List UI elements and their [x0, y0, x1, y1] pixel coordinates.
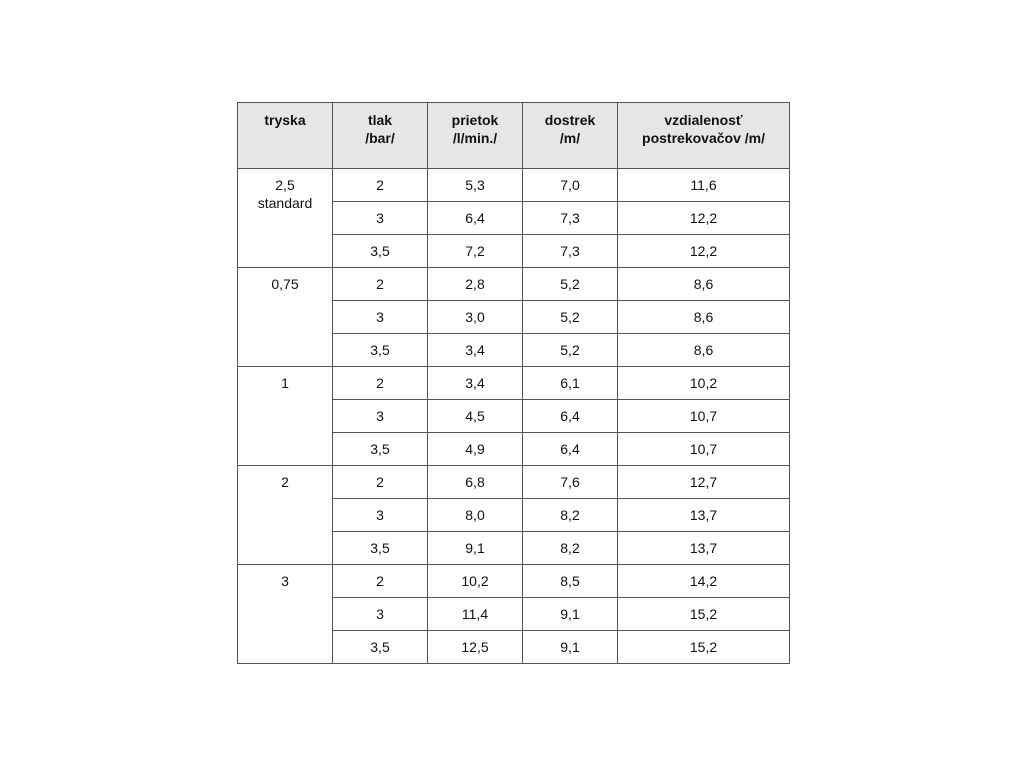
header-row [238, 103, 790, 169]
header-line: prietok [451, 112, 499, 128]
tlak-cell: 3 [333, 499, 428, 532]
dostrek-cell: 6,4 [523, 400, 618, 433]
vzdialenost-cell: 15,2 [618, 631, 790, 664]
tlak-cell: 3,5 [333, 235, 428, 268]
nozzle-label: 3 [281, 573, 289, 589]
table-row [238, 268, 790, 301]
dostrek-cell: 8,5 [523, 565, 618, 598]
vzdialenost-cell: 10,7 [618, 400, 790, 433]
table-body [238, 169, 790, 664]
prietok-cell: 6,4 [428, 202, 523, 235]
dostrek-cell: 6,1 [523, 367, 618, 400]
vzdialenost-cell: 15,2 [618, 598, 790, 631]
dostrek-cell: 9,1 [523, 631, 618, 664]
nozzle-cell [238, 565, 333, 664]
nozzle-label: 1 [281, 375, 289, 391]
prietok-cell: 3,4 [428, 367, 523, 400]
header-line: /bar/ [365, 130, 395, 146]
header-dostrek [523, 103, 618, 169]
nozzle-label: 0,75 [271, 276, 299, 292]
tlak-cell: 3 [333, 301, 428, 334]
tlak-cell: 2 [333, 367, 428, 400]
tlak-cell: 2 [333, 565, 428, 598]
table-row [238, 466, 790, 499]
dostrek-cell: 5,2 [523, 268, 618, 301]
header-line: dostrek [544, 112, 596, 128]
prietok-cell: 10,2 [428, 565, 523, 598]
prietok-cell: 7,2 [428, 235, 523, 268]
header-vzdialenost [618, 103, 790, 169]
tlak-cell: 2 [333, 268, 428, 301]
vzdialenost-cell: 13,7 [618, 499, 790, 532]
dostrek-cell: 9,1 [523, 598, 618, 631]
nozzle-cell [238, 367, 333, 466]
table-row [238, 367, 790, 400]
prietok-cell: 5,3 [428, 169, 523, 202]
vzdialenost-cell: 8,6 [618, 268, 790, 301]
dostrek-cell: 5,2 [523, 301, 618, 334]
prietok-cell: 11,4 [428, 598, 523, 631]
vzdialenost-cell: 13,7 [618, 532, 790, 565]
prietok-cell: 8,0 [428, 499, 523, 532]
dostrek-cell: 5,2 [523, 334, 618, 367]
dostrek-cell: 7,6 [523, 466, 618, 499]
vzdialenost-cell: 12,2 [618, 235, 790, 268]
header-tryska [238, 103, 333, 169]
nozzle-cell [238, 466, 333, 565]
vzdialenost-cell: 12,2 [618, 202, 790, 235]
sprinkler-spec-table [237, 102, 790, 664]
nozzle-label: 2,5 [275, 177, 295, 193]
prietok-cell: 6,8 [428, 466, 523, 499]
dostrek-cell: 8,2 [523, 499, 618, 532]
header-line: tlak [367, 112, 393, 128]
table-header [238, 103, 790, 169]
prietok-cell: 9,1 [428, 532, 523, 565]
vzdialenost-cell: 10,2 [618, 367, 790, 400]
header-line: postrekovačov /m/ [642, 130, 765, 146]
table-row [238, 565, 790, 598]
vzdialenost-cell: 11,6 [618, 169, 790, 202]
vzdialenost-cell: 10,7 [618, 433, 790, 466]
nozzle-label: standard [257, 195, 313, 211]
prietok-cell: 12,5 [428, 631, 523, 664]
vzdialenost-cell: 14,2 [618, 565, 790, 598]
header-line: vzdialenosť [664, 112, 743, 128]
nozzle-label: 2 [281, 474, 289, 490]
tlak-cell: 2 [333, 169, 428, 202]
tlak-cell: 3,5 [333, 532, 428, 565]
dostrek-cell: 6,4 [523, 433, 618, 466]
dostrek-cell: 8,2 [523, 532, 618, 565]
nozzle-cell [238, 169, 333, 268]
dostrek-cell: 7,3 [523, 202, 618, 235]
prietok-cell: 3,4 [428, 334, 523, 367]
dostrek-cell: 7,3 [523, 235, 618, 268]
prietok-cell: 3,0 [428, 301, 523, 334]
tlak-cell: 3 [333, 598, 428, 631]
tlak-cell: 3,5 [333, 631, 428, 664]
tlak-cell: 2 [333, 466, 428, 499]
header-tlak [333, 103, 428, 169]
nozzle-cell [238, 268, 333, 367]
tlak-cell: 3,5 [333, 433, 428, 466]
vzdialenost-cell: 12,7 [618, 466, 790, 499]
vzdialenost-cell: 8,6 [618, 301, 790, 334]
prietok-cell: 2,8 [428, 268, 523, 301]
header-line: tryska [264, 112, 306, 128]
vzdialenost-cell: 8,6 [618, 334, 790, 367]
header-line: /m/ [559, 130, 581, 146]
prietok-cell: 4,5 [428, 400, 523, 433]
dostrek-cell: 7,0 [523, 169, 618, 202]
prietok-cell: 4,9 [428, 433, 523, 466]
tlak-cell: 3 [333, 202, 428, 235]
header-prietok [428, 103, 523, 169]
header-line: /l/min./ [452, 130, 498, 146]
tlak-cell: 3 [333, 400, 428, 433]
tlak-cell: 3,5 [333, 334, 428, 367]
table-row [238, 169, 790, 202]
